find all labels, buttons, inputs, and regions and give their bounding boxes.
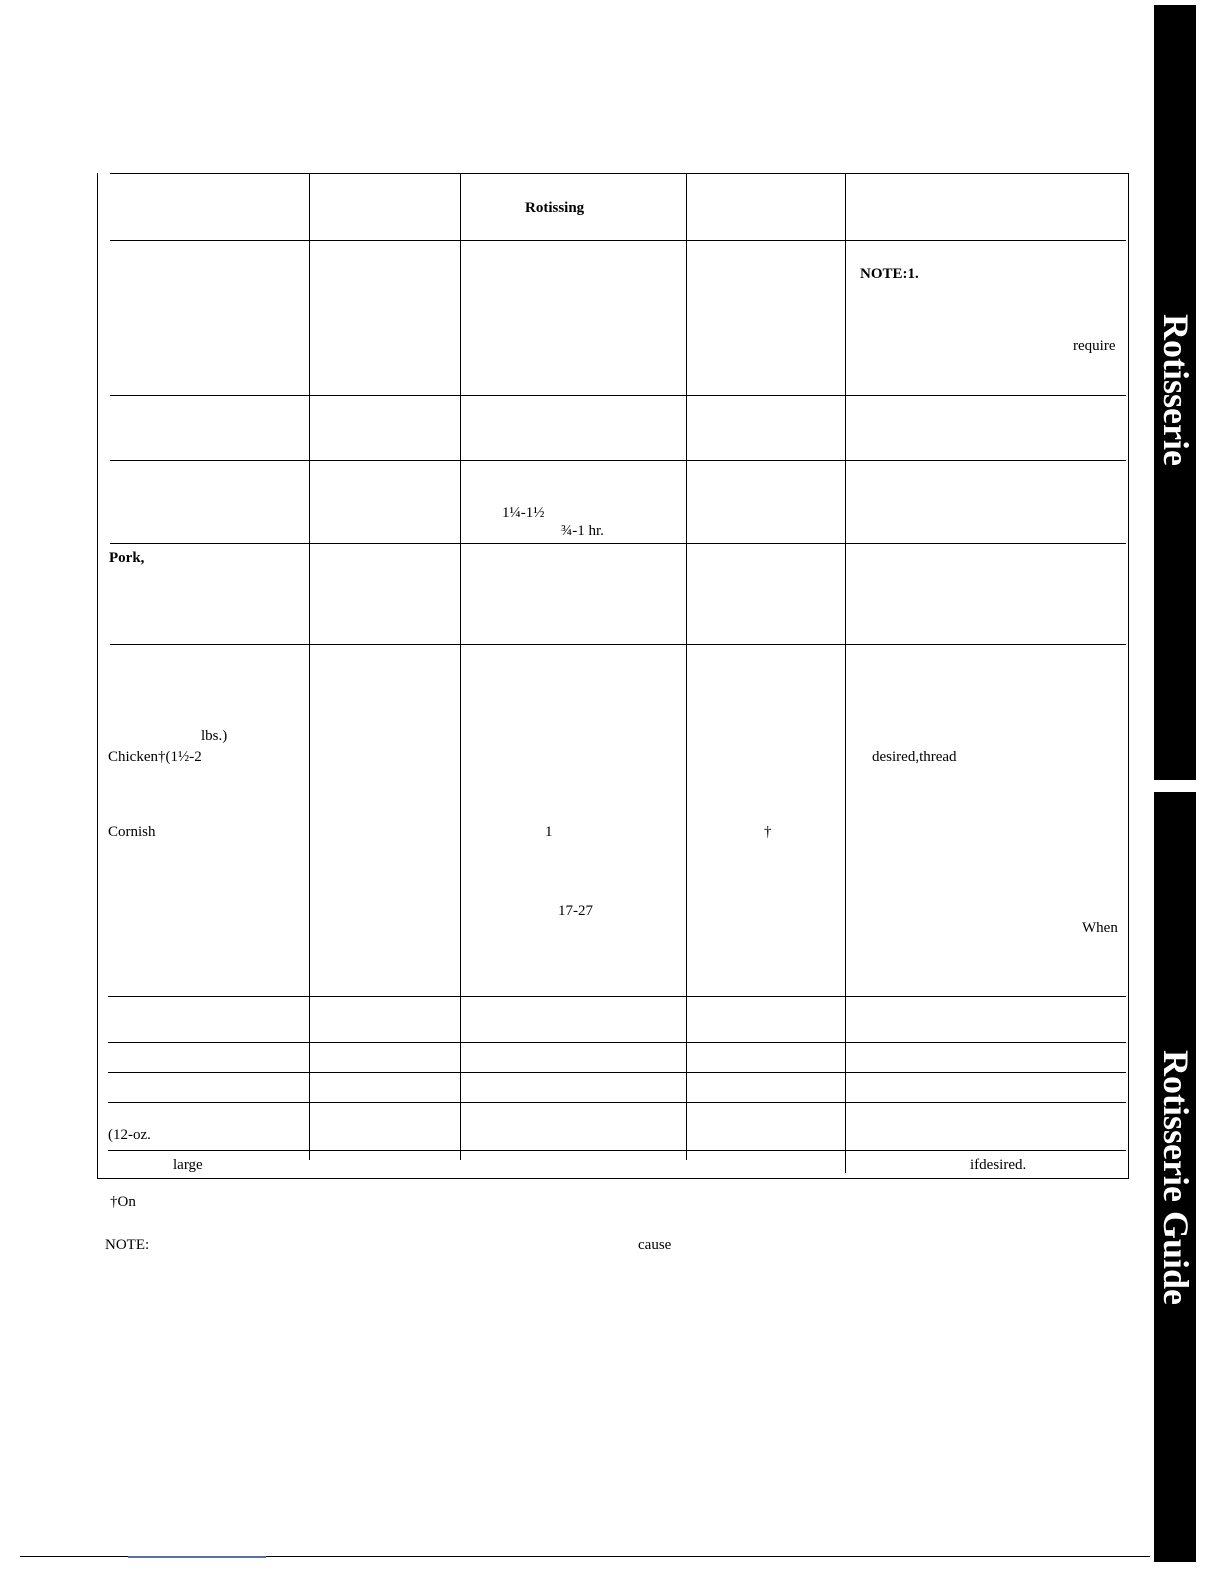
- row-rule-8: [108, 1102, 1126, 1103]
- when-fragment: When: [1082, 920, 1118, 936]
- row-rule-3: [110, 543, 1126, 544]
- size-fragment: (12-oz.: [108, 1127, 151, 1143]
- row-rule-6: [108, 1042, 1126, 1043]
- header-bottom-rule: [110, 240, 1126, 241]
- row-rule-2: [110, 460, 1126, 461]
- row-rule-7: [108, 1072, 1126, 1073]
- pork-label: Pork,: [109, 550, 145, 566]
- column-divider-3: [686, 173, 687, 1160]
- dagger-footnote: †On: [110, 1194, 136, 1210]
- thread-fragment: desired,thread: [872, 749, 957, 765]
- page-bottom-rule-accent: [128, 1556, 266, 1558]
- large-fragment: large: [173, 1157, 203, 1173]
- time-fragment-1: 1¼-1½: [502, 505, 545, 521]
- chicken-label: Chicken†(1½-2: [108, 749, 202, 765]
- cornish-time-fragment: 1: [545, 824, 553, 840]
- column-divider-1: [309, 173, 310, 1160]
- row-rule-1: [110, 395, 1126, 396]
- note-label: NOTE:: [105, 1237, 150, 1253]
- row-rule-5: [108, 996, 1126, 997]
- sidebar-tab-lower-label: Rotisserie Guide: [1156, 1050, 1196, 1305]
- cornish-dagger: †: [764, 824, 772, 840]
- header-time-label: Rotissing: [525, 200, 585, 216]
- beef-require-fragment: require: [1073, 338, 1116, 354]
- sidebar-tab-upper-label: Rotisserie: [1156, 314, 1196, 466]
- cornish-label: Cornish: [108, 824, 156, 840]
- row-rule-4: [110, 644, 1126, 645]
- if-desired-fragment: ifdesired.: [970, 1157, 1027, 1173]
- rotisserie-table: [97, 173, 1129, 1179]
- time-range-fragment: 17-27: [558, 903, 593, 919]
- beef-note: NOTE:1.: [860, 266, 919, 282]
- column-divider-4: [845, 173, 846, 1173]
- time-fragment-2: ¾-1 hr.: [561, 523, 604, 539]
- cause-fragment: cause: [638, 1237, 672, 1253]
- poultry-weight-fragment: lbs.): [201, 728, 228, 744]
- row-rule-9: [108, 1150, 1126, 1151]
- column-divider-2: [460, 173, 461, 1160]
- table-top-rule: [110, 173, 1128, 174]
